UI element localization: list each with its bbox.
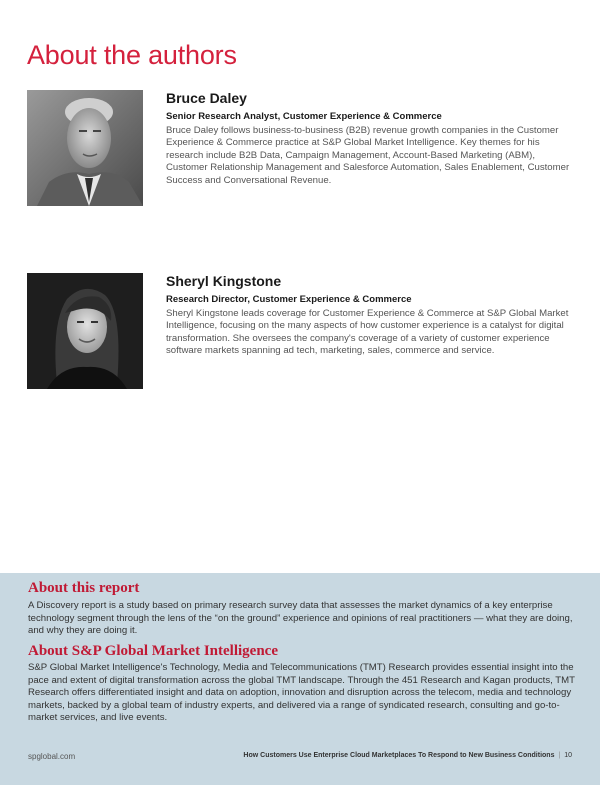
footer-doc-info [243,752,572,759]
author-card [27,90,577,208]
author-title: Research Director, Customer Experience & Commerce [166,294,412,305]
author-bio: Sheryl Kingstone leads coverage for Customer Experience & Commerce at S&P Global Market Intelligence, focusing on the many aspects of how customer experience is a catalyst for digital transformation. She oversees the company's coverage of a variety of customer experience software markets spanning ad tech, marketing, sales, commerce and service. [166,308,569,357]
author-bio: Bruce Daley follows business-to-business (B2B) revenue growth companies in the Customer Experience & Commerce practice at S&P Global Market Intelligence. Key themes for his research include B2B Data, Campaign Management, Account-Based Marketing (ABM), Customer Relationship Management and Salesforce Automation, Sales Enablement, Customer Success and Conversational Revenue. [166,125,570,186]
page-title: About the authors [27,40,237,71]
author-name: Sheryl Kingstone [166,273,282,289]
page-number: 10 [564,752,572,759]
author-card [27,273,577,391]
author-portrait-image [27,273,143,389]
author-bio-block [166,90,578,187]
about-report-body: A Discovery report is a study based on primary research survey data that assesses the market dynamics of a key enterprise technology segment through the lens of the “on the ground” experience and opinions of real practitioners — what they are doing, and why they are doing it. [28,600,573,637]
author-name: Bruce Daley [166,90,247,106]
about-company-heading: About S&P Global Market Intelligence [28,643,278,659]
author-portrait-image [27,90,143,206]
author-bio-block [166,273,578,358]
footer-doc-title: How Customers Use Enterprise Cloud Marketplaces To Respond to New Business Conditions [243,752,555,759]
about-report-heading: About this report [28,580,140,596]
author-photo-bruce-daley [27,90,143,206]
author-photo-sheryl-kingstone [27,273,143,389]
footer-separator: | [558,752,561,759]
footer-site[interactable]: spglobal.com [28,752,76,761]
about-box [0,573,600,785]
author-title: Senior Research Analyst, Customer Experience & Commerce [166,111,442,122]
about-company-body: S&P Global Market Intelligence's Technology, Media and Telecommunications (TMT) Research provides essential insight into the pace and extent of digital transformation across the global TMT landscape. Through the 451 Research and Kagan products, TMT Research offers differentiated insight and data on adoption, innovation and disruption across the telecom, media and technology markets, backed by a global team of industry experts, and delivered via a range of syndicated research, consulting and go-to-market services, and live events. [28,662,575,724]
